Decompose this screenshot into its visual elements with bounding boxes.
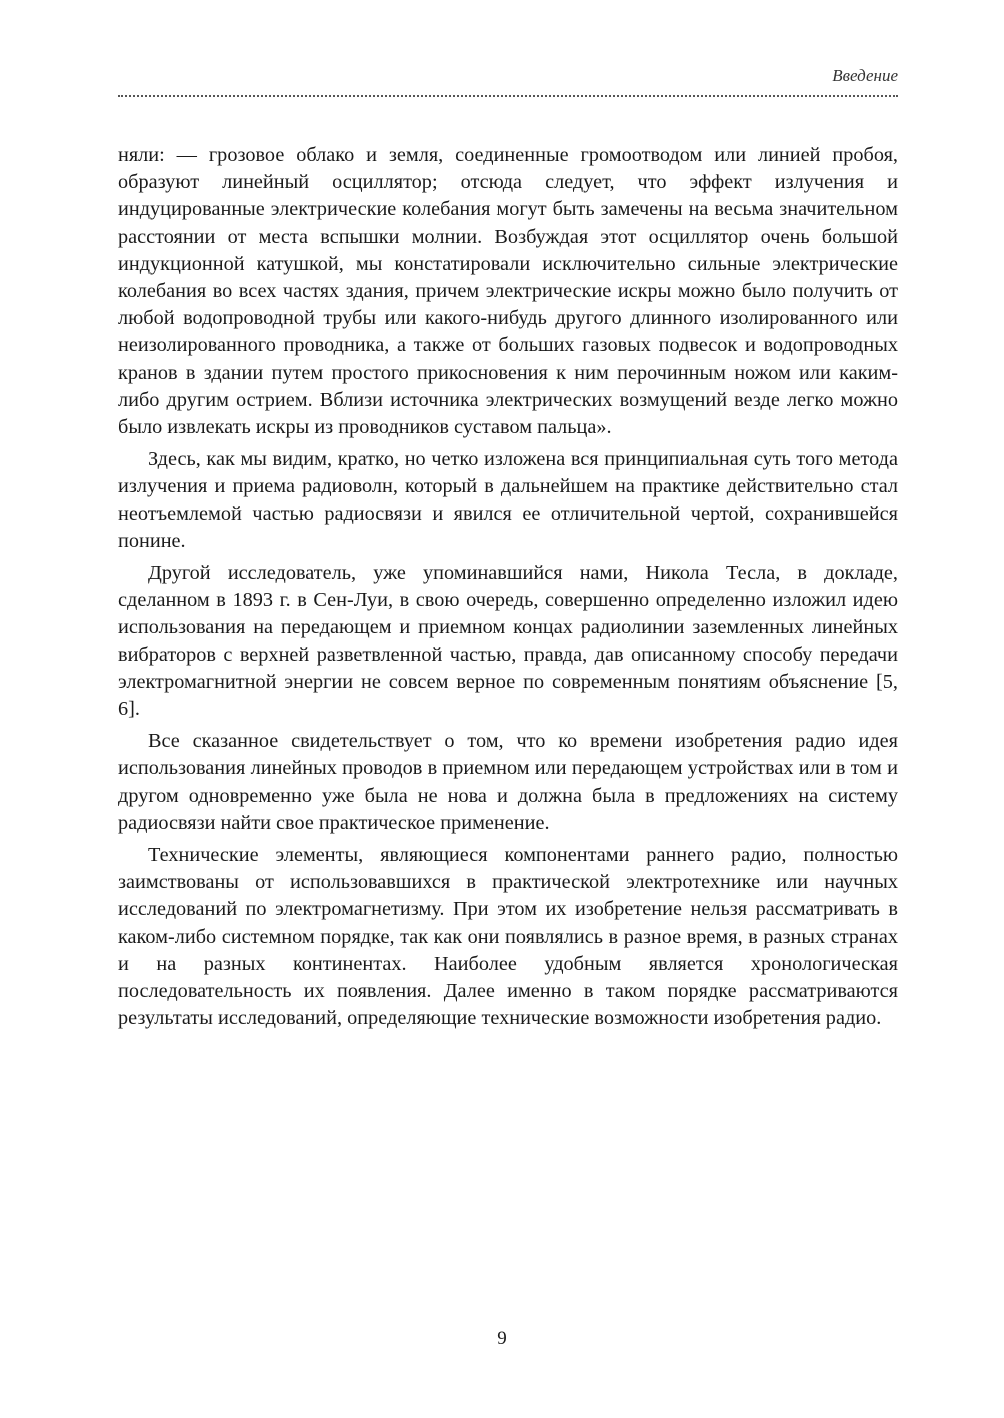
paragraph: Другой исследователь, уже упоминавшийся нами, Никола Тесла, в докладе, сделанном в 1893 г. в Сен-Луи, в свою очередь, совершенно определенно изложил идею использования на передающем и приемном концах радиолинии заземленных линейных вибраторов с верхней разветвленной частью, правда, дав описанному способу передачи электромагнитной энергии не совсем верное по современным понятиям объяснение [5, 6]. xyxy=(118,562,898,721)
header-dotted-rule xyxy=(118,95,898,97)
paragraph: Все сказанное свидетельствует о том, что ко времени изобретения радио идея использования линейных проводов в приемном или передающем устройствах или в том и другом одновременно уже была не нова и должна была в предложениях на систему радиосвязи найти свое практическое применение. xyxy=(118,730,898,834)
paragraph: Здесь, как мы видим, кратко, но четко изложена вся принципиальная суть того метода излучения и приема радиоволн, который в дальнейшем на практике действительно стал неотъемлемой частью радиосвязи и явился ее отличительной чертой, сохранившейся понине. xyxy=(118,448,898,552)
paragraph-continuation: няли: — грозовое облако и земля, соединенные громоотводом или линией пробоя, образуют линейный осциллятор; отсюда следует, что эффект излучения и индуцированные электрические колебания могут быть замечены на весьма значительном расстоянии от места вспышки молнии. Возбуждая этот осциллятор очень большой индукционной катушкой, мы констатировали исключительно сильные электрические колебания во всех частях здания, причем электрические искры можно было получить от любой водопроводной трубы или какого-нибудь другого длинного изолированного или неизолированного проводника, а также от больших газовых подвесок и водопроводных кранов в здании путем простого прикосновения к ним перочинным ножом или каким-либо другим острием. Вблизи источника электрических возмущений везде легко можно было извлекать искры из проводников суставом пальца». xyxy=(118,144,898,439)
page-number: 9 xyxy=(497,1328,507,1349)
paragraph: Технические элементы, являющиеся компонентами раннего радио, полностью заимствованы от использовавшихся в практической электротехнике или научных исследований по электромагнетизму. При этом их изобретение нельзя рассматривать в каком-либо системном порядке, так как они появлялись в разное время, в разных странах и на разных континентах. Наиболее удобным является хронологическая последовательность их появления. Далее именно в таком порядке рассматриваются результаты исследований, определяющие технические возможности изобретения радио. xyxy=(118,844,898,1030)
main-text-body xyxy=(118,142,898,1038)
running-head-title: Введение xyxy=(832,66,898,85)
